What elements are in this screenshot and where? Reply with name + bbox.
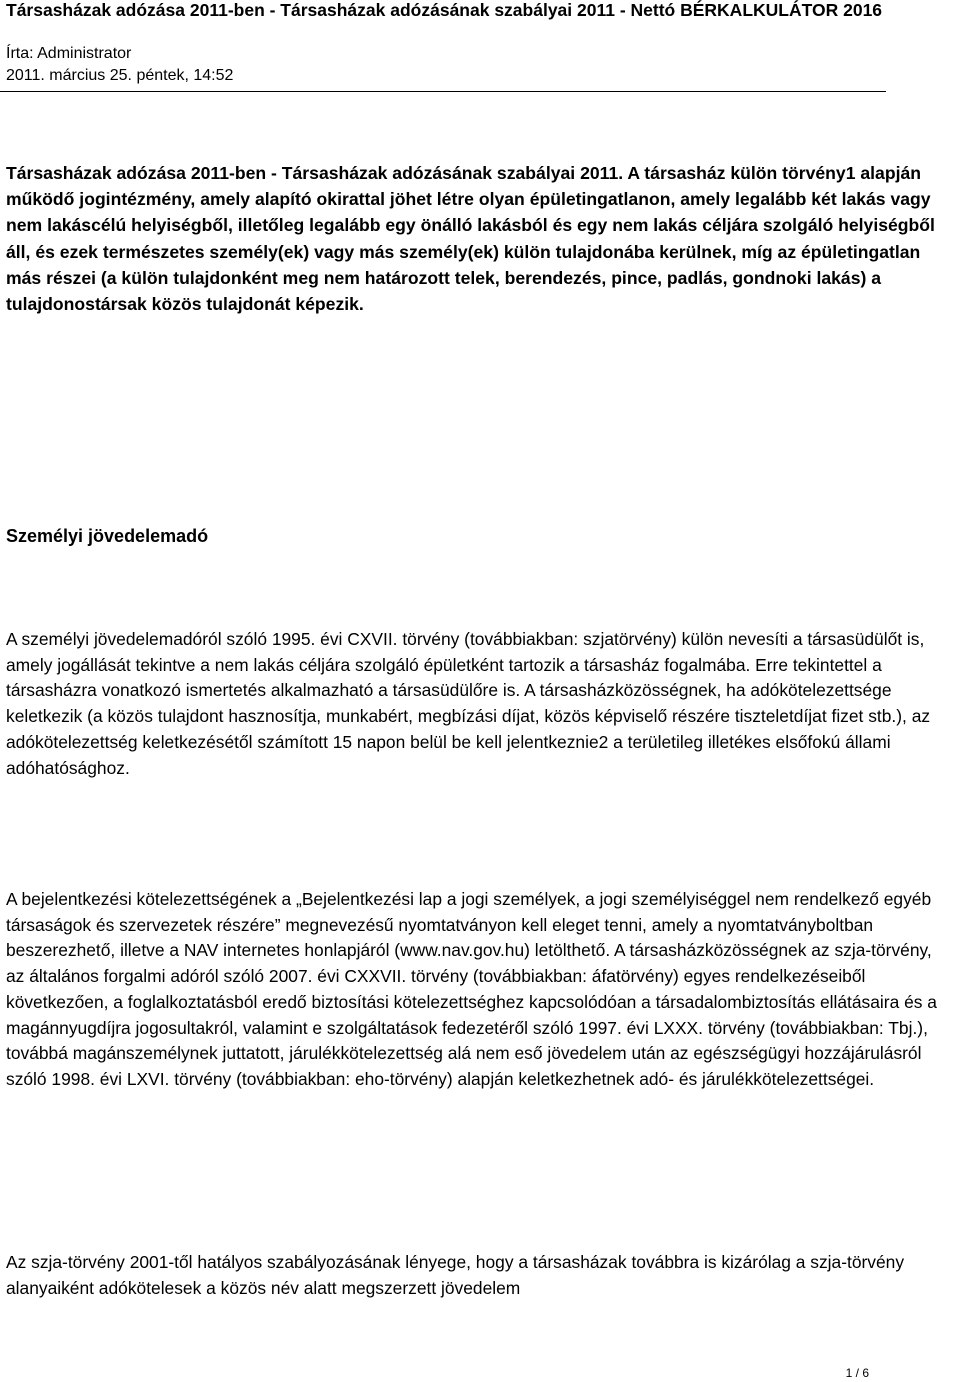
body-paragraph-1: A személyi jövedelemadóról szóló 1995. évi CXVII. törvény (továbbiakban: szjatörvény) külön nevesíti a társasüdülőt is, amely jogállását tekintve a nem lakás céljára szolgáló épületként tartozik a társasház fogalmába. Erre tekintettel a társasházra vonatkozó ismertetés alkalmazható a társasüdülőre is. A társasházközösségnek, ha adókötelezettsége keletkezik (a közös tulajdont hasznosítja, munkabért, megbízási díjat, közös képviselő részére tiszteletdíjat fizet stb.), az adókötelezettség keletkezésétől számított 15 napon belül be kell jelentkeznie2 a területileg illetékes elsőfokú állami adóhatósághoz. xyxy=(6,629,931,778)
page-number: 1 / 6 xyxy=(845,1366,869,1380)
intro-paragraph: Társasházak adózása 2011-ben - Társasházak adózásának szabályai 2011. A társasház külön törvény1 alapján működő jogintézmény, amely alapító okirattal jöhet létre olyan épületingatlanon, amely legalább két lakás vagy nem lakáscélú helyiségből, illetőleg legalább egy önálló lakásból és egy nem lakás céljára szolgáló helyiségből áll, és ezek természetes személy(ek) vagy más személy(ek) külön tulajdonába kerülnek, míg az épületingatlan más részei (a külön tulajdonként meg nem határozott telek, berendezés, pince, padlás, gondnoki lakás) a tulajdonostársak közös tulajdonát képezik. xyxy=(6,163,935,315)
body-paragraph-2: A bejelentkezési kötelezettségének a „Bejelentkezési lap a jogi személyek, a jogi személyiséggel nem rendelkező egyéb társaságok és szervezetek részére” megnevezésű nyomtatványon kell eleget tenni, amely a nyomtatványboltban beszerezhető, illetve a NAV internetes honlapjáról (www.nav.gov.hu) letölthető. A társasházközösségnek az szja-törvény, az általános forgalmi adóról szóló 2007. évi CXXVII. törvény (továbbiakban: áfatörvény) egyes rendelkezéseiből következően, a foglalkoztatásból eredő biztosítási kötelezettséghez kapcsolódóan a társadalombiztosítás ellátásaira és a magánnyugdíjra jogosultakról, valamint e szolgáltatások fedezetéről szóló 1997. évi LXXX. törvény (továbbiakban: Tbj.), továbbá magánszemélynek juttatott, járulékkötelezettség alá nem eső jövedelem után az egészségügyi hozzájárulásról szóló 1998. évi LXVI. törvény (továbbiakban: eho-törvény) alapján keletkezhetnek adó- és járulékkötelezettségei. xyxy=(6,889,937,1089)
section-heading: Személyi jövedelemadó xyxy=(6,526,209,546)
page-header-title: Társasházak adózása 2011-ben - Társasházak adózásának szabályai 2011 - Nettó BÉRKALKULÁTOR 2016 xyxy=(6,0,883,20)
body-paragraph-3: Az szja-törvény 2001-től hatályos szabályozásának lényege, hogy a társasházak továbbra is kizárólag a szja-törvény alanyaiként adókötelesek a közös név alatt megszerzett jövedelem xyxy=(6,1252,905,1298)
header-divider xyxy=(0,91,886,92)
publish-date: 2011. március 25. péntek, 14:52 xyxy=(6,67,234,84)
author-line: Írta: Administrator xyxy=(6,45,132,62)
